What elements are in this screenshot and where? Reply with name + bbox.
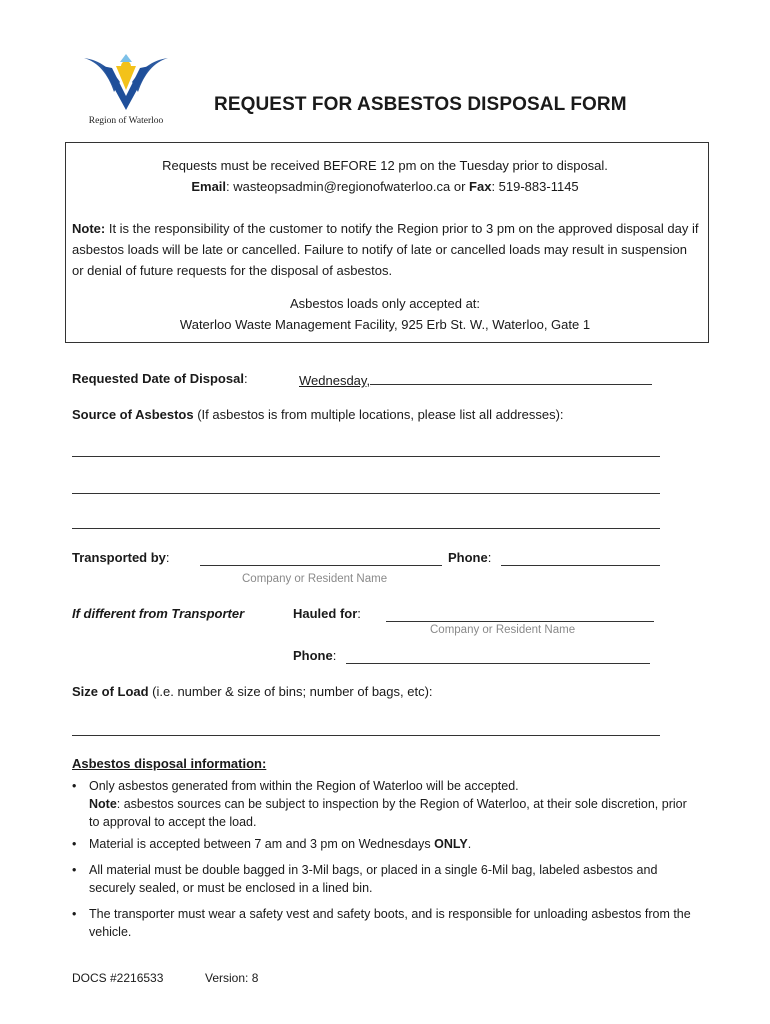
- bullet-1-note-text: : asbestos sources can be subject to inspection by the Region of Waterloo, at their sole discretion, prior to approval to accept the load.: [89, 797, 687, 829]
- logo-emblem-icon: [80, 52, 172, 116]
- size-row: [72, 684, 433, 699]
- docs-number: DOCS #2216533: [72, 971, 164, 985]
- source-hint: (If asbestos is from multiple locations, please list all addresses):: [193, 407, 564, 422]
- contact-line: [0, 179, 770, 194]
- note-paragraph: [72, 218, 702, 281]
- phone2-row: [293, 648, 336, 663]
- bullet-2-text: Material is accepted between 7 am and 3 pm on Wednesdays: [89, 837, 435, 851]
- transported-by-field[interactable]: [200, 552, 442, 566]
- deadline-notice: Requests must be received BEFORE 12 pm on the Tuesday prior to disposal.: [162, 158, 608, 173]
- transported-by-label: Transported by: [72, 550, 166, 565]
- transported-by-row: [72, 550, 170, 565]
- hauled-for-colon: :: [357, 606, 361, 621]
- info-bullet-3: [72, 861, 692, 897]
- hauled-for-label: Hauled for: [293, 606, 358, 621]
- page-title: REQUEST FOR ASBESTOS DISPOSAL FORM: [214, 94, 627, 115]
- source-line-2[interactable]: [72, 493, 660, 494]
- version-label: Version: 8: [205, 971, 259, 985]
- bullet-2-end: .: [467, 837, 472, 851]
- requested-date-field[interactable]: [299, 371, 652, 388]
- info-bullet-1: [72, 777, 692, 831]
- bullet-1-text: Only asbestos generated from within the Region of Waterloo will be accepted.: [89, 779, 519, 793]
- source-label: Source of Asbestos: [72, 407, 194, 422]
- bullet-icon: •: [72, 779, 77, 793]
- requested-date-label: Requested Date of Disposal: [72, 371, 244, 386]
- phone2-colon: :: [332, 648, 337, 663]
- phone-label: Phone: [448, 550, 488, 565]
- hauled-for-row: [293, 606, 361, 621]
- transported-by-colon: :: [165, 550, 170, 565]
- source-line-3[interactable]: [72, 528, 660, 529]
- info-bullet-2: [72, 835, 692, 853]
- info-heading: Asbestos disposal information:: [72, 756, 267, 771]
- bullet-4-text: The transporter must wear a safety vest and safety boots, and is responsible for unloading asbestos from the vehicle.: [89, 907, 691, 939]
- requested-date-value: Wednesday,: [299, 373, 371, 388]
- bullet-1-note-label: Note: [89, 797, 117, 811]
- phone-colon: :: [487, 550, 492, 565]
- logo-text: Region of Waterloo: [88, 116, 164, 126]
- fax-value: : 519-883-1145: [491, 179, 579, 194]
- bullet-icon: •: [72, 907, 77, 921]
- phone-field[interactable]: [501, 552, 660, 566]
- note-text: It is the responsibility of the customer to notify the Region prior to 3 pm on the approved disposal day if asbestos loads will be late or cancelled. Failure to notify of late or cancelled loads may result in suspension or denial of future requests for the disposal of asbestos.: [72, 221, 699, 278]
- requested-date-line[interactable]: [370, 371, 652, 385]
- region-of-waterloo-logo: [80, 52, 172, 130]
- fax-label: Fax: [469, 179, 492, 194]
- phone2-label: Phone: [293, 648, 333, 663]
- requested-date-colon: :: [243, 371, 248, 386]
- company-hint: Company or Resident Name: [242, 573, 388, 585]
- size-line[interactable]: [72, 735, 660, 736]
- bullet-icon: •: [72, 837, 77, 851]
- hauled-for-field[interactable]: [386, 608, 654, 622]
- hauled-hint: Company or Resident Name: [430, 624, 576, 636]
- phone2-field[interactable]: [346, 650, 650, 664]
- email-label: Email: [191, 179, 227, 194]
- phone-row: [448, 550, 491, 565]
- note-label: Note:: [72, 221, 106, 236]
- source-line-1[interactable]: [72, 456, 660, 457]
- accepted-location: Waterloo Waste Management Facility, 925 Erb St. W., Waterloo, Gate 1: [179, 317, 591, 332]
- bullet-3-text: All material must be double bagged in 3-Mil bags, or placed in a single 6-Mil bag, labeled asbestos and securely sealed, or must be enclosed in a lined bin.: [89, 863, 658, 895]
- requested-date-row: [72, 371, 248, 386]
- size-label: Size of Load: [72, 684, 149, 699]
- size-hint: (i.e. number & size of bins; number of bags, etc):: [148, 684, 433, 699]
- if-different-label: If different from Transporter: [72, 606, 245, 621]
- accepted-label: Asbestos loads only accepted at:: [289, 296, 481, 311]
- bullet-2-only: ONLY: [434, 837, 468, 851]
- bullet-icon: •: [72, 863, 77, 877]
- source-row: [72, 407, 564, 422]
- email-value: : wasteopsadmin@regionofwaterloo.ca or: [226, 179, 470, 194]
- info-bullet-4: [72, 905, 692, 941]
